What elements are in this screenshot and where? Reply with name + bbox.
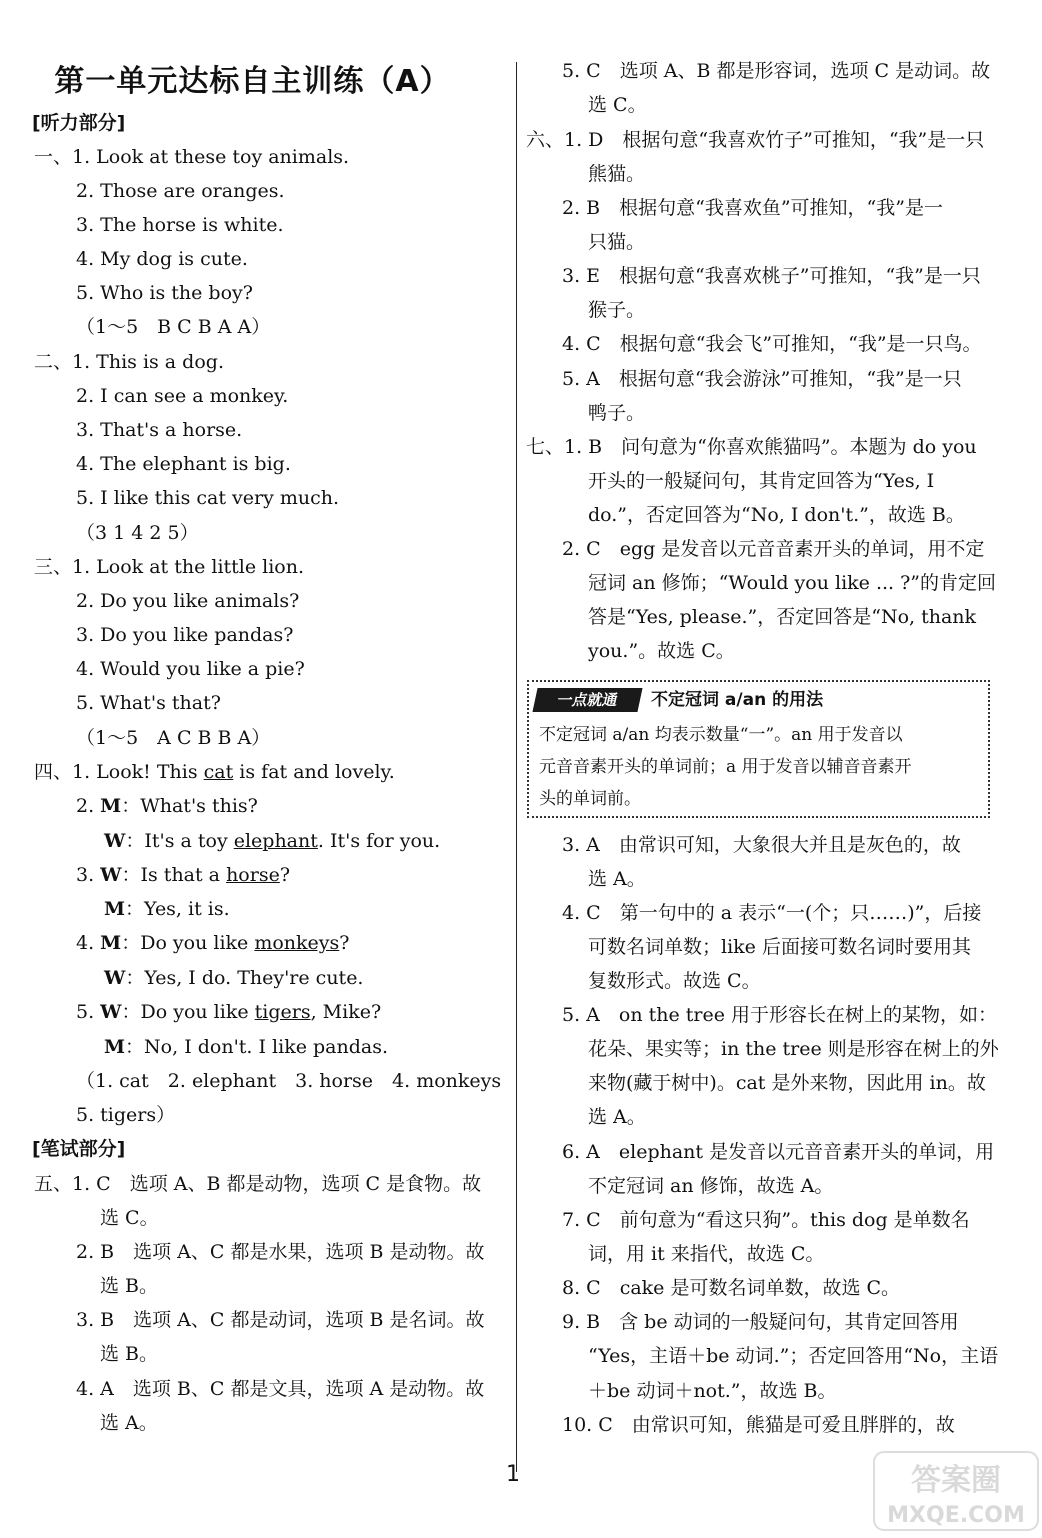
- dialog-line: [34, 755, 395, 789]
- answer-line: 2. B 根据句意“我喜欢鱼”可推知，“我”是一: [562, 197, 943, 219]
- dialog-text: ：Do you like: [121, 932, 255, 954]
- answer-line: 熊猫。: [588, 163, 646, 185]
- answer-line: you.”。故选 C。: [588, 640, 735, 662]
- answer-line: 9. B 含 be 动词的一般疑问句，其肯定回答用: [562, 1311, 959, 1333]
- answer-line: 三、1. Look at the little lion.: [34, 556, 305, 578]
- answer-line: 选 A。: [588, 1106, 646, 1128]
- answer-line: （1. cat 2. elephant 3. horse 4. monkeys: [76, 1070, 502, 1092]
- dialog-line: [76, 858, 290, 892]
- answer-line: 5. tigers）: [76, 1104, 176, 1126]
- dialog-text: ：Is that a: [121, 864, 227, 886]
- dialog-text: ：Yes, it is.: [125, 898, 230, 920]
- dialog-line: [104, 961, 363, 995]
- svg-text:MXQE.COM: MXQE.COM: [887, 1503, 1025, 1528]
- dialog-text: ：Do you like: [121, 1001, 255, 1023]
- writing-header: [笔试部分]: [32, 1138, 126, 1160]
- dialog-number: 5.: [76, 1001, 101, 1023]
- answer-line: 5. What's that?: [76, 692, 221, 714]
- dialog-number: 2.: [76, 795, 101, 817]
- answer-line: 选 A。: [100, 1412, 158, 1434]
- answer-line: 2. C egg 是发音以元音音素开头的单词，用不定: [562, 538, 985, 560]
- answer-line: 2. Do you like animals?: [76, 590, 300, 612]
- tip-line: 头的单词前。: [539, 789, 641, 809]
- tip-badge: 一点就通: [532, 688, 642, 712]
- speaker-label: M: [104, 898, 126, 920]
- tip-line: 元音音素开头的单词前；a 用于发音以辅音音素开: [539, 757, 912, 777]
- answer-line: 开头的一般疑问句，其肯定回答为“Yes, I: [588, 470, 935, 492]
- answer-line: 5. C 选项 A、B 都是形容词，选项 C 是动词。故: [562, 60, 991, 82]
- answer-line: “Yes，主语＋be 动词.”；否定回答用“No，主语: [588, 1345, 999, 1367]
- answer-line: 鸭子。: [588, 402, 646, 424]
- answer-line: （1～5 A C B B A）: [76, 727, 271, 749]
- column-divider: [516, 62, 517, 1472]
- svg-text:答案圈: 答案圈: [911, 1463, 1001, 1498]
- speaker-label: W: [100, 1001, 122, 1023]
- answer-line: 不定冠词 an 修饰，故选 A。: [588, 1175, 834, 1197]
- answer-line: 5. I like this cat very much.: [76, 487, 340, 509]
- underlined-answer: cat: [203, 761, 234, 783]
- dialog-text: ：Yes, I do. They're cute.: [125, 967, 364, 989]
- answer-line: 一、1. Look at these toy animals.: [34, 146, 350, 168]
- answer-line: 选 C。: [588, 94, 647, 116]
- answer-line: 8. C cake 是可数名词单数，故选 C。: [562, 1277, 901, 1299]
- dialog-text: ：No, I don't. I like pandas.: [125, 1036, 389, 1058]
- speaker-label: W: [100, 864, 122, 886]
- dialog-line: [104, 1030, 388, 1064]
- underlined-answer: horse: [226, 864, 280, 886]
- dialog-text: . It's for you.: [317, 830, 441, 852]
- answer-line: 3. Do you like pandas?: [76, 624, 294, 646]
- answer-line: （3 1 4 2 5）: [76, 522, 199, 544]
- dialog-text: , Mike?: [310, 1001, 382, 1023]
- answer-line: 5. Who is the boy?: [76, 282, 253, 304]
- answer-line: 2. B 选项 A、C 都是水果，选项 B 是动物。故: [76, 1241, 485, 1263]
- dialog-text: ：What's this?: [121, 795, 258, 817]
- answer-line: 词，用 it 来指代，故选 C。: [588, 1243, 825, 1265]
- answer-line: 冠词 an 修饰；“Would you like ... ?”的肯定回: [588, 572, 997, 594]
- answer-line: 4. My dog is cute.: [76, 248, 248, 270]
- dialog-line: [104, 824, 440, 858]
- answer-line: 3. The horse is white.: [76, 214, 284, 236]
- answer-line: 二、1. This is a dog.: [34, 351, 224, 373]
- answer-line: 6. A elephant 是发音以元音音素开头的单词，用: [562, 1141, 995, 1163]
- dialog-line: [76, 995, 381, 1029]
- speaker-label: M: [100, 795, 122, 817]
- dialog-number: 4.: [76, 932, 101, 954]
- answer-line: 七、1. B 问句意为“你喜欢熊猫吗”。本题为 do you: [526, 436, 977, 458]
- answer-line: 2. I can see a monkey.: [76, 385, 289, 407]
- answer-line: 4. Would you like a pie?: [76, 658, 305, 680]
- answer-line: （1～5 B C B A A）: [76, 316, 271, 338]
- speaker-label: W: [104, 830, 126, 852]
- answer-line: 5. A on the tree 用于形容长在树上的某物，如：: [562, 1004, 998, 1026]
- dialog-line: [76, 926, 349, 960]
- dialog-text: is fat and lovely.: [233, 761, 395, 783]
- speaker-label: M: [104, 1036, 126, 1058]
- listening-header: [听力部分]: [32, 112, 126, 134]
- answer-line: 只猫。: [588, 231, 646, 253]
- answer-line: 4. C 第一句中的 a 表示“一(个；只……)”，后接: [562, 902, 982, 924]
- dialog-text: ?: [279, 864, 291, 886]
- answer-line: 4. The elephant is big.: [76, 453, 291, 475]
- answer-line: 六、1. D 根据句意“我喜欢竹子”可推知，“我”是一只: [526, 129, 985, 151]
- answer-line: 答是“Yes, please.”，否定回答是“No, thank: [588, 606, 977, 628]
- tip-line: 不定冠词 a/an 均表示数量“一”。an 用于发音以: [539, 725, 903, 745]
- speaker-label: M: [100, 932, 122, 954]
- underlined-answer: elephant: [233, 830, 318, 852]
- dialog-number: 四、1. Look! This: [34, 761, 204, 783]
- answer-line: 花朵、果实等；in the tree 则是形容在树上的外: [588, 1038, 999, 1060]
- dialog-line: [76, 789, 258, 823]
- watermark-logo: [872, 1448, 1040, 1534]
- answer-line: 3. A 由常识可知，大象很大并且是灰色的，故: [562, 834, 961, 856]
- answer-line: 3. E 根据句意“我喜欢桃子”可推知，“我”是一只: [562, 265, 981, 287]
- answer-line: 选 A。: [588, 868, 646, 890]
- answer-line: 3. B 选项 A、C 都是动词，选项 B 是名词。故: [76, 1309, 485, 1331]
- tip-box: [527, 680, 990, 818]
- dialog-number: 3.: [76, 864, 101, 886]
- answer-line: 10. C 由常识可知，熊猫是可爱且胖胖的，故: [562, 1414, 955, 1436]
- answer-line: 选 B。: [100, 1275, 159, 1297]
- page-title: 第一单元达标自主训练（A）: [54, 64, 451, 99]
- answer-line: 3. That's a horse.: [76, 419, 243, 441]
- underlined-answer: monkeys: [254, 932, 340, 954]
- dialog-text: ?: [339, 932, 350, 954]
- answer-line: 选 B。: [100, 1343, 159, 1365]
- answer-line: 来物(藏于树中)。cat 是外来物，因此用 in。故: [588, 1072, 986, 1094]
- answer-line: 可数名词单数；like 后面接可数名词时要用其: [588, 936, 971, 958]
- answer-line: 复数形式。故选 C。: [588, 970, 761, 992]
- answer-line: 4. A 选项 B、C 都是文具，选项 A 是动物。故: [76, 1378, 485, 1400]
- answer-line: 4. C 根据句意“我会飞”可推知，“我”是一只鸟。: [562, 333, 982, 355]
- answer-line: 7. C 前句意为“看这只狗”。this dog 是单数名: [562, 1209, 970, 1231]
- tip-title: 不定冠词 a/an 的用法: [651, 690, 824, 710]
- answer-line: 五、1. C 选项 A、B 都是动物，选项 C 是食物。故: [34, 1173, 482, 1195]
- answer-line: 5. A 根据句意“我会游泳”可推知，“我”是一只: [562, 368, 962, 390]
- answer-line: 2. Those are oranges.: [76, 180, 285, 202]
- dialog-line: [104, 892, 230, 926]
- answer-line: do.”，否定回答为“No, I don't.”，故选 B。: [588, 504, 965, 526]
- answer-line: 选 C。: [100, 1207, 159, 1229]
- speaker-label: W: [104, 967, 126, 989]
- dialog-text: ：It's a toy: [125, 830, 234, 852]
- page-number: 1: [506, 1462, 520, 1487]
- answer-line: 猴子。: [588, 299, 646, 321]
- answer-line: ＋be 动词＋not.”，故选 B。: [588, 1380, 837, 1402]
- underlined-answer: tigers: [254, 1001, 311, 1023]
